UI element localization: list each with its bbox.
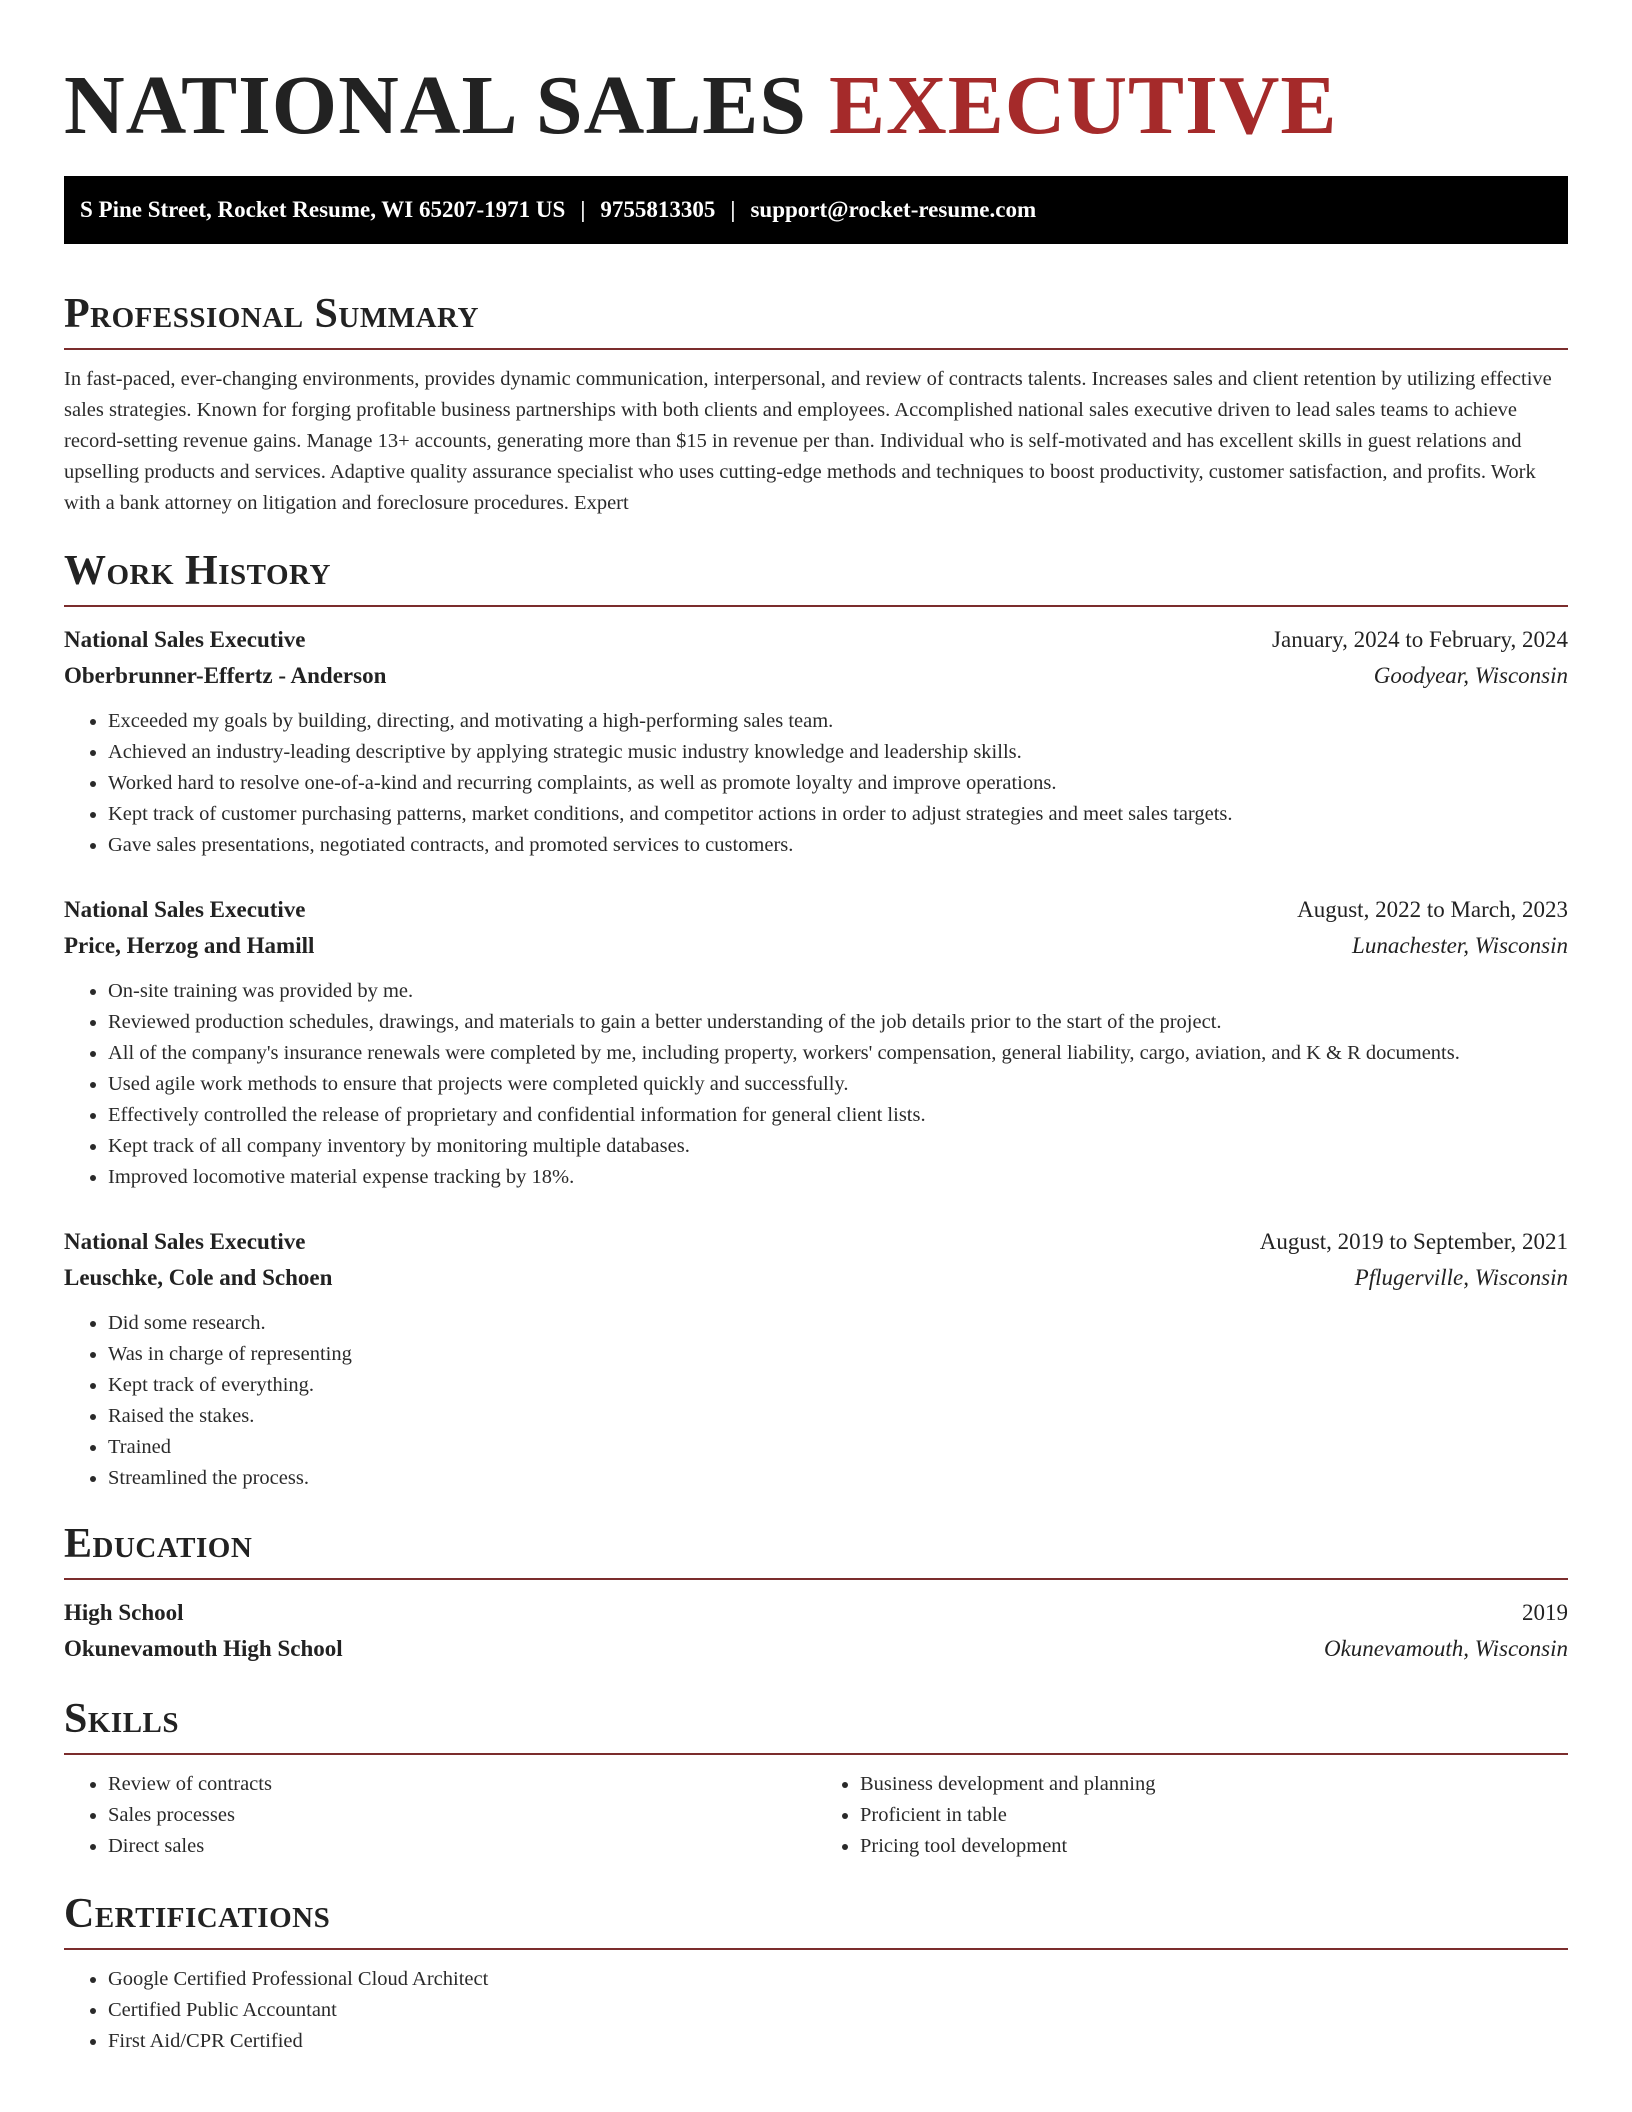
contact-phone: 9755813305 xyxy=(600,197,716,222)
list-item: • All of the company's insurance renewals were completed by me, including property, workers' compensation, general liability, cargo, aviation, and K & R documents. xyxy=(108,1038,1568,1069)
work-history-heading: Work History xyxy=(64,545,1568,607)
job-title: National Sales Executive xyxy=(64,897,306,922)
skills-section xyxy=(64,1693,1568,1862)
contact-address: S Pine Street, Rocket Resume, WI 65207-1971 US xyxy=(80,197,566,222)
list-item: • Was in charge of representing xyxy=(108,1339,1568,1370)
education-school: Okunevamouth High School xyxy=(64,1636,343,1661)
list-item: • On-site training was provided by me. xyxy=(108,976,1568,1007)
job-title: National Sales Executive xyxy=(64,627,306,652)
list-item: • Proficient in table xyxy=(860,1800,1568,1831)
list-item: • Improved locomotive material expense tracking by 18%. xyxy=(108,1162,1568,1193)
job-title-row xyxy=(64,622,1568,658)
contact-email: support@rocket-resume.com xyxy=(750,197,1037,222)
list-item: • Effectively controlled the release of proprietary and confidential information for general client lists. xyxy=(108,1100,1568,1131)
job-title-row xyxy=(64,892,1568,928)
work-history-section xyxy=(64,545,1568,1494)
list-item: • Exceeded my goals by building, directing, and motivating a high-performing sales team. xyxy=(108,706,1568,737)
job-entry xyxy=(64,622,1568,861)
skills-list-right xyxy=(816,1769,1568,1862)
certifications-heading: Certifications xyxy=(64,1888,1568,1950)
job-location: Lunachester, Wisconsin xyxy=(1352,933,1568,958)
list-item: • Sales processes xyxy=(108,1800,816,1831)
job-company: Oberbrunner-Effertz - Anderson xyxy=(64,663,387,688)
list-item: • Used agile work methods to ensure that projects were completed quickly and successfully. xyxy=(108,1069,1568,1100)
job-title: National Sales Executive xyxy=(64,1229,306,1254)
list-item: • Kept track of everything. xyxy=(108,1370,1568,1401)
education-degree: High School xyxy=(64,1600,184,1625)
job-company-row xyxy=(64,658,1568,694)
list-item: • Reviewed production schedules, drawings, and materials to gain a better understanding of the job details prior to the start of the project. xyxy=(108,1007,1568,1038)
job-bullets xyxy=(64,976,1568,1193)
list-item: • Business development and planning xyxy=(860,1769,1568,1800)
job-company-row xyxy=(64,928,1568,964)
list-item: • Pricing tool development xyxy=(860,1831,1568,1862)
list-item: • Trained xyxy=(108,1432,1568,1463)
contact-separator: | xyxy=(580,197,586,222)
job-dates: August, 2022 to March, 2023 xyxy=(1297,897,1568,922)
list-item: • Raised the stakes. xyxy=(108,1401,1568,1432)
skills-heading: Skills xyxy=(64,1693,1568,1755)
contact-separator: | xyxy=(730,197,736,222)
job-location: Pflugerville, Wisconsin xyxy=(1354,1265,1568,1290)
job-title-row xyxy=(64,1224,1568,1260)
summary-heading: Professional Summary xyxy=(64,288,1568,350)
job-dates: January, 2024 to February, 2024 xyxy=(1272,627,1568,652)
education-year: 2019 xyxy=(1522,1600,1568,1625)
job-bullets xyxy=(64,1308,1568,1494)
job-bullets xyxy=(64,706,1568,861)
list-item: • Gave sales presentations, negotiated contracts, and promoted services to customers. xyxy=(108,830,1568,861)
page-title xyxy=(64,0,1568,156)
list-item: • Google Certified Professional Cloud Architect xyxy=(108,1964,1568,1995)
certifications-section xyxy=(64,1888,1568,2057)
summary-text: In fast-paced, ever-changing environments, provides dynamic communication, interpersonal, and review of contracts talents. Increases sales and client retention by utilizing effective sales strategies. Known for forging profitable business partnerships with both clients and employees. Accomplished national sales executive driven to lead sales teams to achieve record-setting revenue gains. Manage 13+ accounts, generating more than $15 in revenue per than. Individual who is self-motivated and has excellent skills in guest relations and upselling products and services. Adaptive quality assurance specialist who uses cutting-edge methods and techniques to boost productivity, customer satisfaction, and profits. Work with a bank attorney on litigation and foreclosure procedures. Expert xyxy=(64,368,1552,514)
skills-columns xyxy=(64,1769,1568,1862)
education-entry xyxy=(64,1595,1568,1667)
skills-list-left xyxy=(64,1769,816,1862)
job-company: Price, Herzog and Hamill xyxy=(64,933,315,958)
job-entry xyxy=(64,892,1568,1193)
job-company-row xyxy=(64,1260,1568,1296)
list-item: • Achieved an industry-leading descriptive by applying strategic music industry knowledge and leadership skills. xyxy=(108,737,1568,768)
certifications-list xyxy=(64,1964,1568,2057)
list-item: • First Aid/CPR Certified xyxy=(108,2026,1568,2057)
job-entry xyxy=(64,1224,1568,1494)
contact-bar xyxy=(64,176,1568,244)
list-item: • Streamlined the process. xyxy=(108,1463,1568,1494)
education-section xyxy=(64,1518,1568,1667)
list-item: • Certified Public Accountant xyxy=(108,1995,1568,2026)
job-location: Goodyear, Wisconsin xyxy=(1373,663,1568,688)
job-company: Leuschke, Cole and Schoen xyxy=(64,1265,333,1290)
list-item: • Kept track of all company inventory by monitoring multiple databases. xyxy=(108,1131,1568,1162)
education-location: Okunevamouth, Wisconsin xyxy=(1323,1636,1568,1661)
education-heading: Education xyxy=(64,1518,1568,1580)
list-item: • Worked hard to resolve one-of-a-kind and recurring complaints, as well as promote loyalty and improve operations. xyxy=(108,768,1568,799)
title-main: NATIONAL SALES xyxy=(64,59,808,152)
list-item: • Kept track of customer purchasing patterns, market conditions, and competitor actions in order to adjust strategies and meet sales targets. xyxy=(108,799,1568,830)
education-degree-row xyxy=(64,1595,1568,1631)
list-item: • Direct sales xyxy=(108,1831,816,1862)
list-item: • Review of contracts xyxy=(108,1769,816,1800)
education-school-row xyxy=(64,1631,1568,1667)
list-item: • Did some research. xyxy=(108,1308,1568,1339)
job-dates: August, 2019 to September, 2021 xyxy=(1259,1229,1568,1254)
summary-section xyxy=(64,288,1568,519)
title-accent: EXECUTIVE xyxy=(829,59,1338,152)
